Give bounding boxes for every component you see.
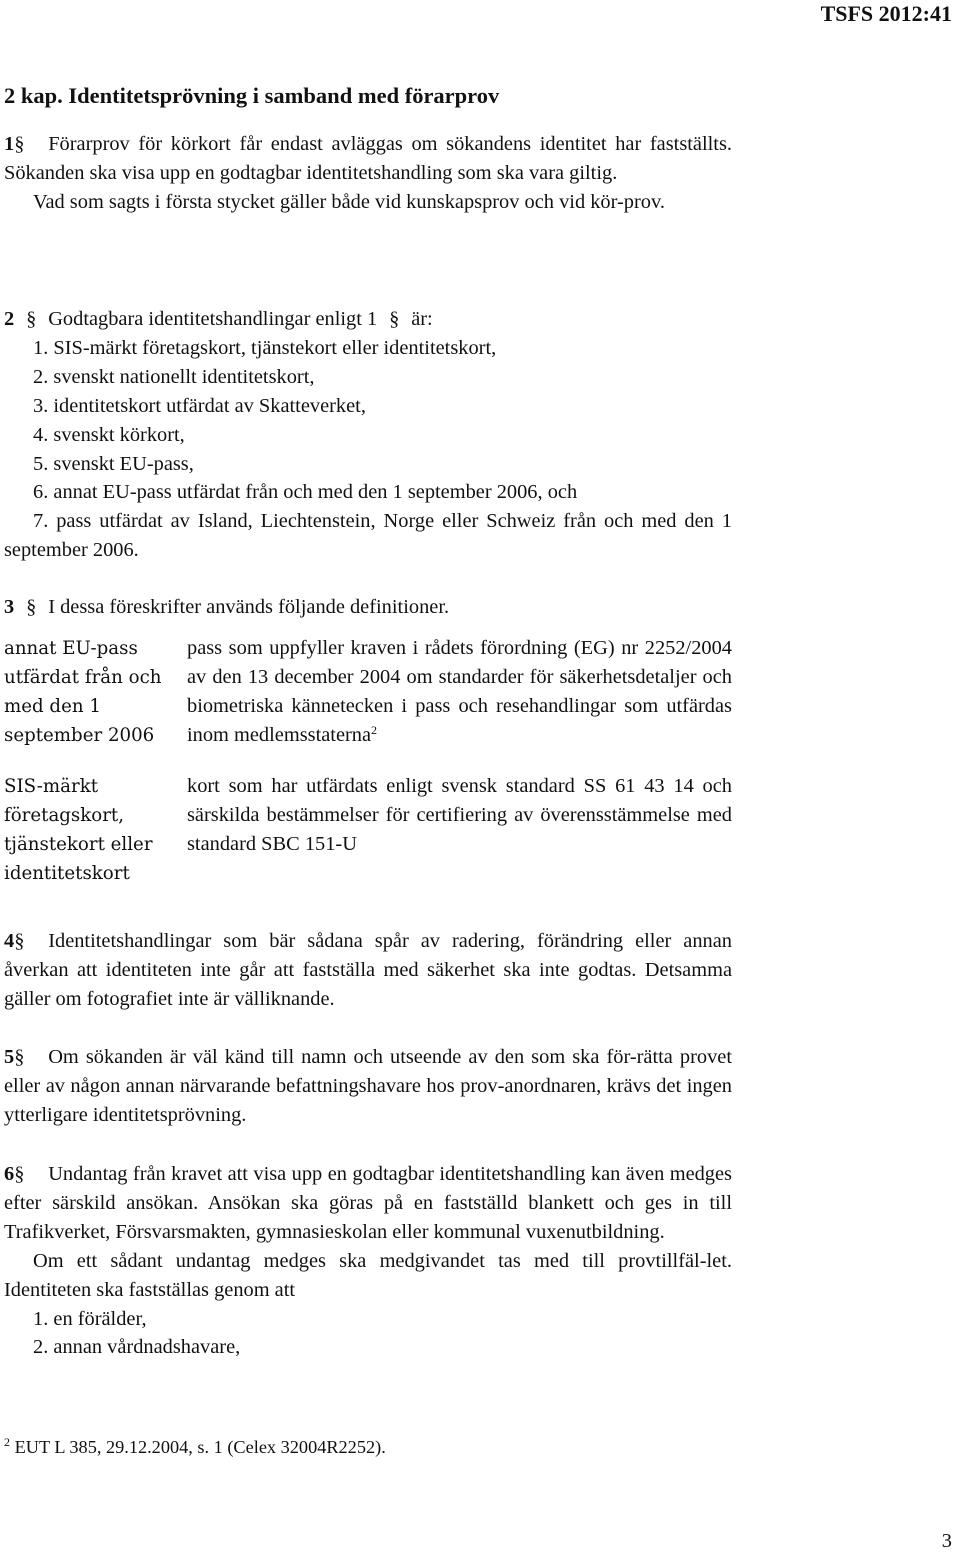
footnote-text: EUT L 385, 29.12.2004, s. 1 (Celex 32004R2252). bbox=[14, 1437, 386, 1457]
section-text: Undantag från kravet att visa upp en godtagbar identitetshandling kan även medges efter särskild ansökan. Ansökan ska göras på en fastställd blankett och ges in till Trafikverket, Försvarsmakten, gymnasieskolan eller kommunal vuxenutbildning. bbox=[4, 1163, 732, 1243]
document-id-header: TSFS 2012:41 bbox=[820, 1, 952, 26]
section-number: 5 bbox=[4, 1046, 15, 1068]
section-text: Förarprov för körkort får endast avläggas om sökandens identitet har fastställts. Sökanden ska visa upp en godtagbar identitetshandling som ska vara giltig. bbox=[4, 133, 732, 184]
section-intro: I dessa föreskrifter används följande definitioner. bbox=[48, 596, 450, 618]
section-intro: Godtagbara identitetshandlingar enligt 1 bbox=[48, 308, 378, 330]
paragraph-sign: § bbox=[26, 308, 37, 330]
footnote-mark: 2 bbox=[4, 1435, 10, 1449]
paragraph-sign: § bbox=[14, 1163, 25, 1185]
paragraph-sign: § bbox=[14, 930, 25, 952]
footnote bbox=[4, 1434, 386, 1460]
list-item: 1. SIS-märkt företagskort, tjänstekort eller identitetskort, bbox=[33, 336, 497, 359]
list-item: 7. pass utfärdat av Island, Liechtenstein, Norge eller Schweiz från och med den 1 september 2006. bbox=[4, 510, 732, 562]
list-item: 2. annan vårdnadshavare, bbox=[33, 1336, 241, 1359]
section-number: 3 bbox=[4, 596, 15, 618]
section-number: 4 bbox=[4, 930, 15, 952]
section-5 bbox=[4, 1043, 732, 1130]
section-number: 6 bbox=[4, 1163, 15, 1185]
section-text: Om sökanden är väl känd till namn och utseende av den som ska för-rätta provet eller av någon annan närvarande befattningshavare hos prov-anordnaren, krävs det ingen ytterligare identitetsprövning. bbox=[4, 1046, 732, 1126]
section-text-2: Om ett sådant undantag medges ska medgivandet tas med till provtillfäl-let. Identiteten ska fastställas genom att bbox=[4, 1249, 732, 1301]
section-number: 1 bbox=[4, 133, 15, 155]
section-intro-end: är: bbox=[411, 308, 433, 330]
section-6 bbox=[4, 1160, 732, 1362]
paragraph-sign: § bbox=[14, 1046, 25, 1068]
footnote-reference: 2 bbox=[371, 722, 378, 737]
section-3 bbox=[4, 593, 732, 622]
list-item: 4. svenskt körkort, bbox=[33, 423, 185, 446]
page-number: 3 bbox=[941, 1530, 952, 1552]
section-4 bbox=[4, 927, 732, 1014]
list-item: 5. svenskt EU-pass, bbox=[33, 452, 194, 475]
list-item: 1. en förälder, bbox=[33, 1307, 147, 1330]
paragraph-sign: § bbox=[26, 596, 37, 618]
paragraph-sign: § bbox=[389, 308, 400, 330]
definition-description bbox=[187, 634, 732, 750]
section-text-2: Vad som sagts i första stycket gäller både vid kunskapsprov och vid kör-prov. bbox=[33, 190, 665, 213]
definition-description: kort som har utfärdats enligt svensk standard SS 61 43 14 och särskilda bestämmelser för certifiering av överensstämmelse med standard SBC 151-U bbox=[187, 775, 732, 855]
definition-text: pass som uppfyller kraven i rådets förordning (EG) nr 2252/2004 av den 13 december 2004 om standarder för säkerhetsdetaljer och biometriska kännetecken i pass och resehandlingar som utfärdas inom medlemsstaterna bbox=[187, 637, 732, 746]
list-item: 2. svenskt nationellt identitetskort, bbox=[33, 365, 315, 388]
list-item: 3. identitetskort utfärdat av Skatteverket, bbox=[33, 394, 366, 417]
section-1 bbox=[4, 130, 732, 217]
paragraph-sign: § bbox=[14, 133, 25, 155]
list-item: 6. annat EU-pass utfärdat från och med den 1 september 2006, och bbox=[33, 481, 578, 504]
definition-term: SIS-märkt företagskort, tjänstekort eller identitetskort bbox=[4, 776, 153, 884]
section-2 bbox=[4, 305, 732, 565]
definition-term: annat EU-pass utfärdat från och med den 1 september 2006 bbox=[4, 638, 162, 746]
section-number: 2 bbox=[4, 308, 15, 330]
section-text: Identitetshandlingar som bär sådana spår av radering, förändring eller annan åverkan att identiteten inte går att fastställa med säkerhet ska inte godtas. Detsamma gäller om fotografiet inte är välliknande. bbox=[4, 930, 732, 1010]
chapter-heading: 2 kap. Identitetsprövning i samband med förarprov bbox=[4, 83, 500, 108]
